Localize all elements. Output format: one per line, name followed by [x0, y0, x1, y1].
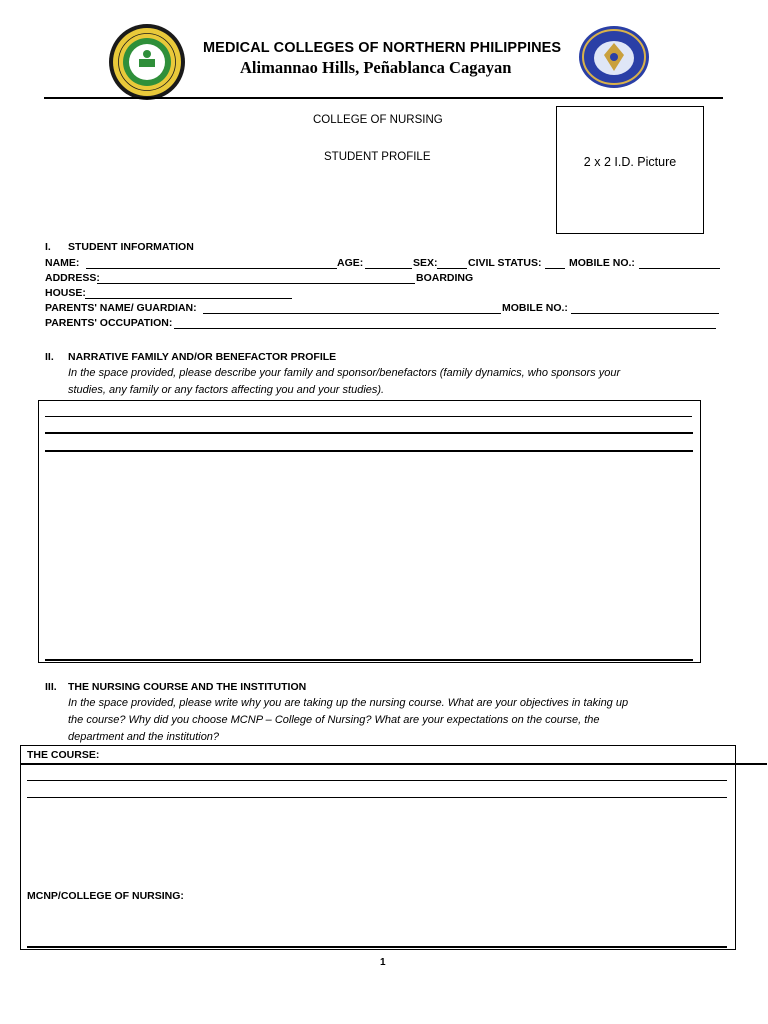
house-field[interactable]	[85, 298, 292, 299]
name-row	[45, 257, 725, 271]
age-label: AGE:	[337, 257, 364, 269]
address-label: ADDRESS:	[45, 272, 100, 284]
section1-number: I.	[45, 241, 51, 253]
family-profile-line-3	[45, 450, 693, 452]
course-line-1	[27, 780, 727, 781]
parents-occupation-field[interactable]	[174, 328, 716, 329]
section3-instructions-3: department and the institution?	[68, 731, 220, 743]
family-profile-line-1	[45, 416, 692, 417]
sex-field[interactable]	[437, 268, 467, 269]
nursing-seal-logo	[578, 25, 650, 89]
parents-row	[45, 302, 725, 316]
section2-instructions-1: In the space provided, please describe your family and sponsor/benefactors (family dynamics, who sponsors your	[68, 367, 621, 379]
occupation-row	[45, 317, 725, 331]
parents-occupation-label: PARENTS' OCCUPATION:	[45, 317, 173, 329]
civil-status-label: CIVIL STATUS:	[468, 257, 542, 269]
id-photo-box[interactable]	[556, 106, 704, 234]
house-row	[45, 287, 725, 301]
family-profile-line-2	[45, 432, 693, 434]
sex-label: SEX:	[413, 257, 438, 269]
mcnp-seal-logo	[108, 23, 186, 101]
house-label: HOUSE:	[45, 287, 86, 299]
family-profile-line-4	[45, 659, 693, 661]
page-number: 1	[380, 957, 386, 968]
institution-address: Alimannao Hills, Peñablanca Cagayan	[240, 58, 512, 77]
section2-instructions-2: studies, any family or any factors affecting you and your studies).	[68, 384, 385, 396]
college-title: COLLEGE OF NURSING	[313, 114, 443, 126]
address-row	[45, 272, 725, 286]
section2-heading: NARRATIVE FAMILY AND/OR BENEFACTOR PROFILE	[68, 351, 337, 363]
parents-name-field[interactable]	[203, 313, 501, 314]
header-rule	[44, 97, 723, 99]
family-profile-box[interactable]	[38, 400, 701, 663]
mcnp-label: MCNP/COLLEGE OF NURSING:	[27, 890, 184, 902]
parents-mobile-field[interactable]	[571, 313, 719, 314]
section1-heading: STUDENT INFORMATION	[68, 241, 194, 253]
course-label: THE COURSE:	[27, 749, 100, 761]
mobile-label: MOBILE NO.:	[569, 257, 635, 269]
section3-instructions-2: the course? Why did you choose MCNP – College of Nursing? What are your expectations on the course, the	[68, 714, 600, 726]
section2-number: II.	[45, 351, 54, 363]
age-field[interactable]	[365, 268, 412, 269]
institution-name: MEDICAL COLLEGES OF NORTHERN PHILIPPINES	[203, 40, 562, 56]
name-field[interactable]	[86, 268, 337, 269]
boarding-label: BOARDING	[416, 272, 474, 284]
course-institution-box[interactable]	[20, 745, 736, 950]
address-field[interactable]	[97, 283, 415, 284]
form-title: STUDENT PROFILE	[324, 151, 431, 163]
id-photo-label: 2 x 2 I.D. Picture	[583, 155, 677, 169]
course-header-line	[21, 763, 767, 765]
parents-mobile-label: MOBILE NO.:	[502, 302, 568, 314]
section3-instructions-1: In the space provided, please write why you are taking up the nursing course. What are your objectives in taking up	[68, 697, 629, 709]
mobile-field[interactable]	[639, 268, 720, 269]
parents-name-label: PARENTS' NAME/ GUARDIAN:	[45, 302, 197, 314]
section3-heading: THE NURSING COURSE AND THE INSTITUTION	[68, 681, 307, 693]
name-label: NAME:	[45, 257, 80, 269]
section3-number: III.	[45, 681, 57, 693]
course-line-2	[27, 797, 727, 798]
mcnp-line	[27, 946, 727, 948]
civil-status-field[interactable]	[545, 268, 565, 269]
